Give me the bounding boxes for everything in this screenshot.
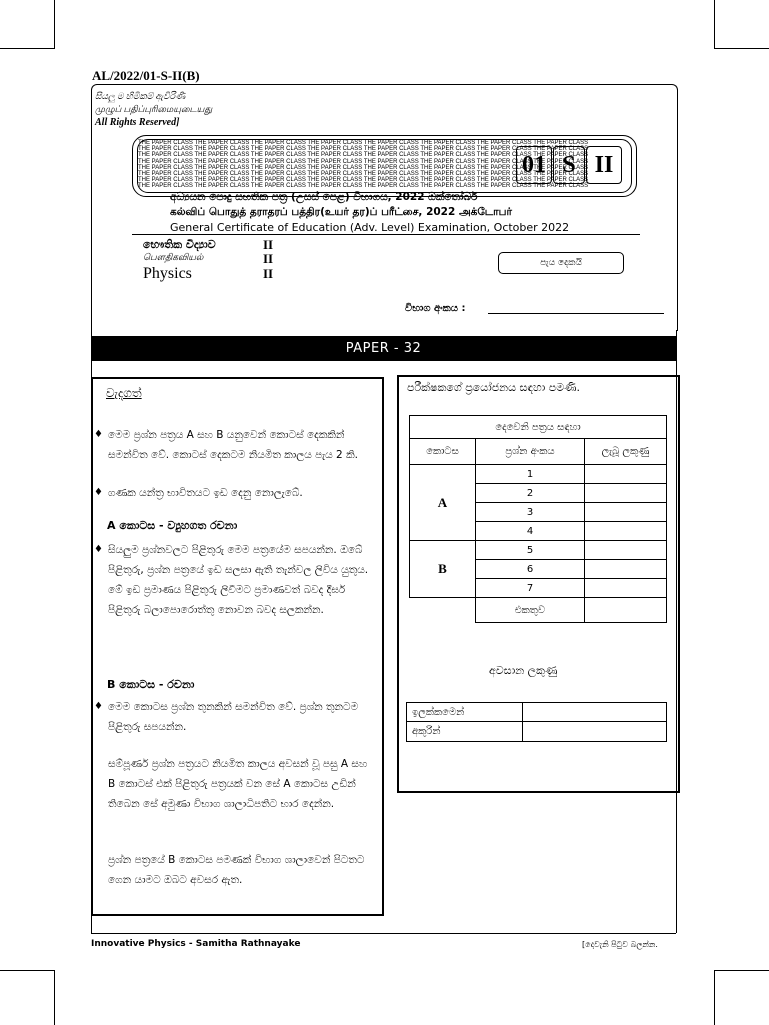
copyright-sinhala: සියලු ම හිමිකම් ඇවිරිණි <box>95 91 186 101</box>
final-marks-table <box>406 702 667 742</box>
marks-cell[interactable] <box>585 484 667 503</box>
instruction-paragraph-2: ප්‍රශ්න පත්‍රයේ B කොටස පමණක් විභාග ශාලාවෙන් පිටතට ගෙන යාමට ඔබට අවසර ඇත. <box>108 854 365 886</box>
code-box-stream: S <box>553 146 585 184</box>
pattern-line: THE PAPER CLASS THE PAPER CLASS THE PAPER CLASS THE PAPER CLASS THE PAPER CLASS THE PAPER CLASS THE PAPER CLASS THE PAPER CLASS <box>138 140 589 146</box>
total-label: එකතුව <box>476 598 585 623</box>
question-number: 3 <box>476 503 585 522</box>
diamond-bullet-icon: ♦ <box>94 487 103 498</box>
duration-badge: පැය දෙකයි <box>498 252 624 274</box>
subject-level-1: II <box>263 237 274 252</box>
pattern-line: THE PAPER CLASS THE PAPER CLASS THE PAPER CLASS THE PAPER CLASS THE PAPER CLASS THE PAPER CLASS THE PAPER CLASS THE PAPER CLASS <box>138 171 589 178</box>
instruction-bullet-1-text: මෙම ප්‍රශ්න පත්‍රය A සහ B යනුවෙන් කොටස් දෙකකින් සමන්විත වේ. කොටස් දෙකටම නියමිත කාලය පැය 2 කි. <box>108 429 358 461</box>
question-number: 4 <box>476 522 585 541</box>
crop-mark-top-left <box>0 0 55 49</box>
instruction-bullet-1 <box>94 425 370 465</box>
final-marks-title: අවසාන ලකුණු <box>489 664 558 677</box>
footer-author: Innovative Physics - Samitha Rathnayake <box>91 939 301 949</box>
marks-cell[interactable] <box>585 579 667 598</box>
marks-cell[interactable] <box>585 503 667 522</box>
paper-title-band: PAPER - 32 <box>91 336 676 361</box>
marks-cell[interactable] <box>585 560 667 579</box>
in-words-label: අකුරින් <box>407 722 523 742</box>
question-number: 7 <box>476 579 585 598</box>
question-number: 2 <box>476 484 585 503</box>
marks-cell[interactable] <box>585 522 667 541</box>
exam-title-tamil: கல்விப் பொதுத் தராதரப் பத்திர(உயர் தர)ப் பரீட்சை, 2022 அக்டோபர் <box>170 206 512 218</box>
crop-mark-bottom-left <box>0 970 55 1025</box>
section-a-text-body: සියලුම ප්‍රශ්නවලට පිළිතුරු මෙම පත්‍රයේම සපයන්න. ඔබේ පිළිතුරු, ප්‍රශ්න පත්‍රයේ ඉඩ සලසා ඇති තැන්වල ලිවිය යුතුය. මේ ඉඩ ප්‍රමාණය පිළිතුරු ලිවීමට ප්‍රමාණවත් බවද දීර්ඝ පිළිතුරු බලාපොරොත්තු නොවන බවද සලකන්න. <box>108 544 369 616</box>
exam-title-sinhala: අධ්‍යයන පොදු සහතික පත්‍ර (උසස් පෙළ) විභාගය, 2022 ඔක්තෝබර් <box>170 191 478 203</box>
marks-table-title: දෙවෙනි පත්‍රය සඳහා <box>410 416 667 439</box>
copyright-notice <box>95 90 212 129</box>
diamond-bullet-icon: ♦ <box>94 429 103 440</box>
pattern-line: THE PAPER CLASS THE PAPER CLASS THE PAPER CLASS THE PAPER CLASS THE PAPER CLASS THE PAPER CLASS THE PAPER CLASS THE PAPER CLASS <box>138 146 589 153</box>
pattern-line: THE PAPER CLASS THE PAPER CLASS THE PAPER CLASS THE PAPER CLASS THE PAPER CLASS THE PAPER CLASS THE PAPER CLASS THE PAPER CLASS <box>138 177 589 184</box>
subject-tamil: பௌதிகவியல் <box>143 253 204 263</box>
in-words-field[interactable] <box>523 722 667 742</box>
section-b-text-body: මෙම කොටස ප්‍රශ්න තුනකින් සමන්විත වේ. ප්‍රශ්න තුනටම පිළිතුරු සපයන්න. <box>108 701 359 733</box>
pattern-line: THE PAPER CLASS THE PAPER CLASS THE PAPER CLASS THE PAPER CLASS THE PAPER CLASS THE PAPER CLASS THE PAPER CLASS THE PAPER CLASS <box>138 152 589 159</box>
col-header-marks: ලැබූ ලකුණු <box>585 439 667 465</box>
question-number: 5 <box>476 541 585 560</box>
marks-cell[interactable] <box>585 465 667 484</box>
col-header-part: කොටස <box>410 439 476 465</box>
code-box-paper: II <box>586 146 622 184</box>
index-number-line[interactable] <box>488 313 664 314</box>
section-a-text <box>94 540 370 620</box>
question-number: 6 <box>476 560 585 579</box>
part-a-label: A <box>410 465 476 541</box>
exam-title-english: General Certificate of Education (Adv. Level) Examination, October 2022 <box>170 221 570 234</box>
index-number-label: විභාග අංකය : <box>405 303 466 314</box>
question-number: 1 <box>476 465 585 484</box>
instruction-bullet-2 <box>94 483 370 503</box>
code-box-subject: 01 <box>516 146 552 184</box>
marks-table <box>409 415 667 623</box>
in-numbers-field[interactable] <box>523 703 667 722</box>
footer-continue-note: [දෙවැනි පිටුව බලන්න. <box>582 940 658 949</box>
marks-cell[interactable] <box>585 541 667 560</box>
subject-level-2: II <box>263 251 274 266</box>
section-b-text <box>94 697 370 737</box>
page-frame-bottom <box>91 933 676 934</box>
crop-mark-bottom-right <box>714 970 769 1025</box>
instruction-bullet-2-text: ගණක යන්ත්‍ර භාවිතයට ඉඩ දෙනු නොලැබේ. <box>108 487 303 499</box>
copyright-tamil: முழுப் பதிப்புரிமையுடையது <box>95 104 213 114</box>
part-b-label: B <box>410 541 476 598</box>
in-numbers-label: ඉලක්කමෙන් <box>407 703 523 722</box>
diamond-bullet-icon: ♦ <box>94 544 103 555</box>
subject-divider <box>132 234 640 235</box>
instruction-paragraph-1: සම්පූර්ණ ප්‍රශ්න පත්‍රයට නියමිත කාලය අවසන් වූ පසු A සහ B කොටස් එක් පිළිතුරු පත්‍රයක් වන සේ A කොටස උඩින් තිබෙන සේ අමුණා විභාග ශාලාධිපතිට භාර දෙන්න. <box>108 758 368 810</box>
instructions-heading: වැදගත් <box>106 386 142 400</box>
empty-cell <box>410 598 476 623</box>
copyright-english: All Rights Reserved] <box>95 117 180 128</box>
subject-level-3: II <box>263 266 274 281</box>
col-header-question: ප්‍රශ්න අංකය <box>476 439 585 465</box>
examiner-title: පරීක්ෂකගේ ප්‍රයෝජනය සඳහා පමණි. <box>407 381 581 394</box>
pattern-line: THE PAPER CLASS THE PAPER CLASS THE PAPER CLASS THE PAPER CLASS THE PAPER CLASS THE PAPER CLASS THE PAPER CLASS THE PAPER CLASS <box>138 158 589 165</box>
diamond-bullet-icon: ♦ <box>94 701 103 712</box>
pattern-line: THE PAPER CLASS THE PAPER CLASS THE PAPER CLASS THE PAPER CLASS THE PAPER CLASS THE PAPER CLASS THE PAPER CLASS THE PAPER CLASS <box>138 183 589 190</box>
section-b-title: B කොටස - රචනා <box>107 678 195 691</box>
total-marks-cell[interactable] <box>585 598 667 623</box>
section-a-title: A කොටස - ව්‍යුහගත රචනා <box>107 519 238 532</box>
subject-english: Physics <box>143 265 192 282</box>
subject-sinhala: භෞතික විද්‍යාව <box>143 238 216 251</box>
crop-mark-top-right <box>714 0 769 49</box>
paper-code: AL/2022/01-S-II(B) <box>92 68 200 83</box>
pattern-line: THE PAPER CLASS THE PAPER CLASS THE PAPER CLASS THE PAPER CLASS THE PAPER CLASS THE PAPER CLASS THE PAPER CLASS THE PAPER CLASS <box>138 164 589 171</box>
